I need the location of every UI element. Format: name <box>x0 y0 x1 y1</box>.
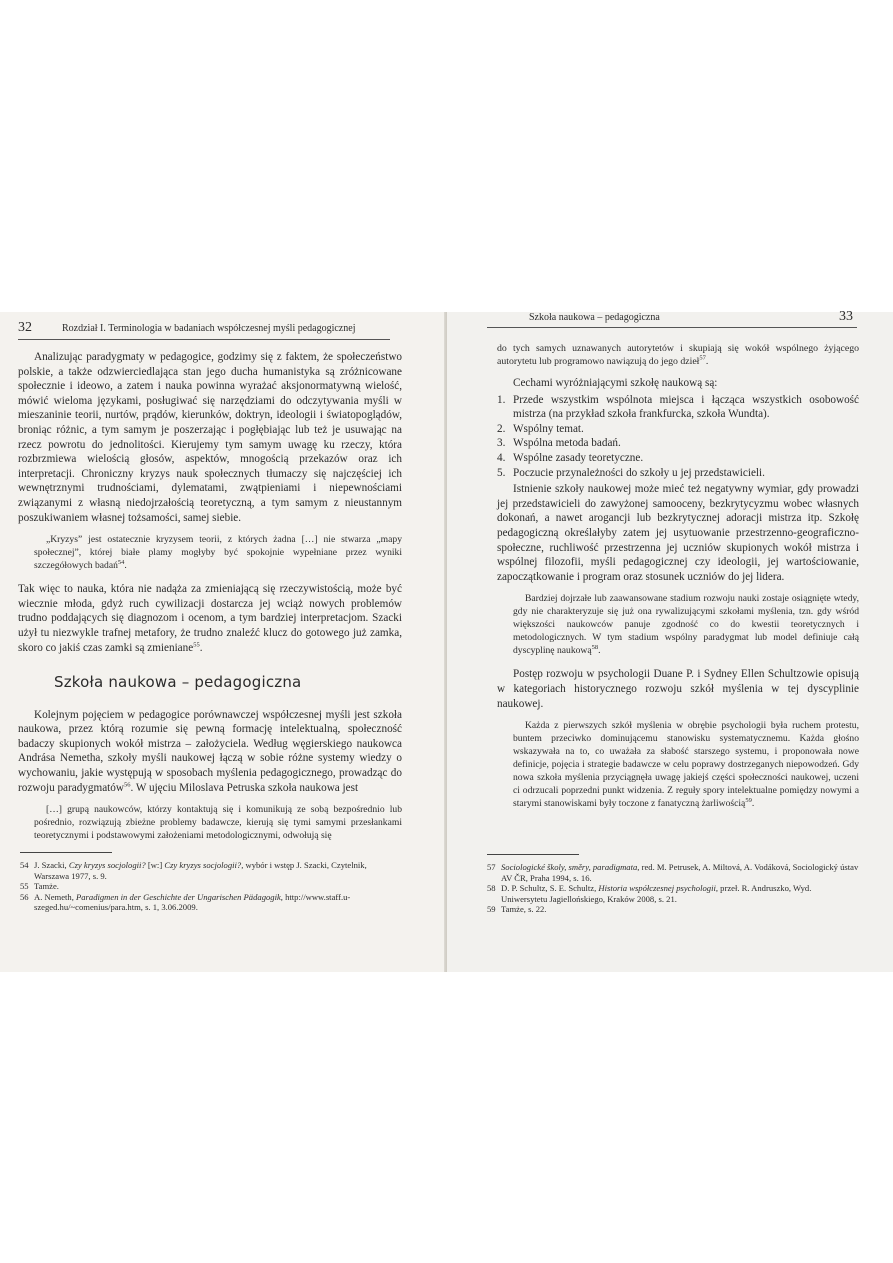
footnote <box>20 892 402 913</box>
footnote-text: , przeł. R. Andruszko, Wyd. Uniwersytetu Jagiellońskiego, Kraków 2008, s. 21. <box>501 883 812 904</box>
block-quote: Każda z pierwszych szkół myślenia w obrębie psychologii była ruchem protestu, buntem przeciwko dominującemu stanowisku systematycznemu. Każda głośno wskazywała na to, co uważała za słabość starszego systemu, i proponowała nowe definicje, pojęcia i strategie badawcze w celu poprawy dostrzeganych niepowodzeń. Gdy nowa szkoła myślenia przyciągnęła uwagę jakiejś części społeczności naukowej, uczeni ci odrzucali poprzedni punkt widzenia. Z reguły spory intelektualne pomiędzy nowymi a starymi stanowiskami były toczone z fanatyczną żarliwością$^{59}$. <box>513 720 859 810</box>
footnote-ref: 57 <box>699 354 706 362</box>
features-list <box>497 393 859 481</box>
footnote-text: D. P. Schultz, S. E. Schultz, <box>501 883 599 894</box>
footnote-rule-left <box>20 852 112 853</box>
list-item <box>497 436 859 451</box>
footnote-ref: 59 <box>745 796 752 804</box>
list-item <box>497 466 859 481</box>
quote-text: […] grupą naukowców, którzy kontaktują się i komunikują ze sobą bezpośrednio lub pośrednio, rozwiązują zbieżne problemy badawcze, kierują się tymi samymi przesłankami teoretycznymi i podstawowymi założeniami metodologicznymi, odwołują się <box>34 804 402 842</box>
paragraph: Analizując paradygmaty w pedagogice, godzimy się z faktem, że społeczeństwo polskie, a także odzwierciedlająca stan jego ducha humanistyka są zróżnicowane społecznie i ideowo, a zatem i nauka powinna wyrażać aksjonormatywną wielość, mówić wieloma językami, posługiwać się narzędziami do odczytywania myśli w mieszaninie teorii, nurtów, prądów, kierunków, doktryn, ideologii i światopoglądów, broniąc różnic, a tym samym je poszerzając i pogłębiając lub też je usuwając na rzecz powrotu do jednolitości. Kierujemy tym samym uwagę ku rzeczy, która rozbrzmiewa wielością głosów, aspektów, mnogością przekazów oraz ich interpretacji. Chroniczny kryzys nauk społecznych tłumaczy się najczęściej ich wewnętrznymi trudnościami, dylematami, zwątpieniami i niepewnościami związanymi z własną niedojrzałością teoretyczną, a tym samym z nieustannym poszukiwaniem własnej tożsamości, samej siebie. <box>18 351 402 524</box>
right-page <box>447 309 893 972</box>
footnote-number: 54 <box>20 860 29 870</box>
footnote-number: 59 <box>487 904 496 915</box>
left-body-text: Analizując paradygmaty w pedagogice, godzimy się z faktem, że społeczeństwo polskie, a także odzwierciedlająca stan jego ducha humanistyka są zróżnicowane społecznie i ideowo, a zatem i nauka powinna wyrażać aksjonormatywną wielość, mówić wieloma językami, posługiwać się narzędziami do odczytywania myśli w mieszaninie teorii, nurtów, prądów, kierunków, doktryn, ideologii i światopoglądów, broniąc różnic, a tym samym je poszerzając i pogłębiając lub też je usuwając na rzecz powrotu do jednolitości. Kierujemy tym samym uwagę ku rzeczy, która rozbrzmiewa wielością głosów, aspektów, mnogością przekazów oraz ich interpretacji. Chroniczny kryzys nauk społecznych tłumaczy się najczęściej ich wewnętrznymi trudnościami, dylematami, zwątpieniami i niepewnościami związanymi z własną niedojrzałością teoretyczną, a tym samym z nieustannym poszukiwaniem własnej tożsamości, samej siebie. „Kryzys” jest ostatecznie kryzysem teorii, z których żadna […] nie stwarza „mapy społecznej”, której białe plamy mogłyby być spokojnie wypełniane przez wyniki szczegółowych badań$^{54}$. Tak więc to nauka, która nie nadąża za zmieniającą się rzeczywistością, może być wiecznie młoda, gdyż ruch cywilizacji dostarcza jej wciąż nowych problemów trudno poddających się diagnozom i ocenom, a tym bardziej interpretacjom. Szacki użył tu niezwykle trafnej metafory, że trudno znaleźć klucz do gotowego już zamka, skoro co jakiś czas zamki są zmieniane$^{55}$. Szkoła naukowa – pedagogiczna Kolejnym pojęciem w pedagogice porównawczej współczesnej myśli jest szkoła naukowa, przez którą rozumie się pewną formację intelektualną, społeczność badaczy skupionych wokół mistrza – założyciela. Według węgierskiego naukowca Andrása Nemetha, szkoły myśli naukowej łączą w sobie różne systemy wiedzy o wychowaniu, jakie występują w sposobach myślenia pedagogicznego, prowadząc do rozwoju paradygmatów$^{56}$. W ujęciu Miloslava Petruska szkoła naukowa jest […] grupą naukowców, którzy kontaktują się i komunikują ze sobą bezpośrednio lub pośrednio, rozwiązują zbieżne problemy badawcze, kierują się tymi samymi przesłankami teoretycznymi i podstawowymi założeniami metodologicznymi, odwołują się <box>18 351 402 842</box>
list-item <box>497 451 859 466</box>
footnote-text: , red. M. Petrusek, A. Miltová, A. Vodáková, Sociologický ústav AV ČR, Praha 1994, s. 16. <box>501 862 859 883</box>
footnote-title: Czy kryzys socjologii? <box>164 860 242 870</box>
header-rule-right <box>487 327 857 328</box>
footnote <box>20 860 402 881</box>
quote-text: do tych samych uznawanych autorytetów i skupiają się wokół wspólnego żyjącego autorytetu lub programowo nawiązują do jego dzieł <box>497 343 859 367</box>
footnote-text: Tamże, s. 22. <box>501 904 547 915</box>
quote-text: „Kryzys” jest ostatecznie kryzysem teorii, z których żadna […] nie stwarza „mapy społecznej”, której białe plamy mogłyby być spokojnie wypełniane przez wyniki szczegółowych badań <box>34 534 402 572</box>
list-number: 3. <box>497 437 506 450</box>
footnote-title: Sociologické školy, směry, paradigmata <box>501 862 638 872</box>
footnote-ref: 58 <box>591 644 599 652</box>
page-number-left: 32 <box>18 320 32 335</box>
footnote-text: , wybór i wstęp J. Szacki, Czytelnik, Warszawa 1977, s. 9. <box>34 860 367 881</box>
footnote-number: 57 <box>487 862 496 872</box>
footnote-title: Historia współczesnej psychologii <box>598 883 716 894</box>
page-number-right: 33 <box>839 309 853 324</box>
footnote <box>20 881 402 892</box>
footnote-ref: 54 <box>117 558 125 566</box>
footnotes-right <box>487 862 859 915</box>
footnote <box>487 883 859 904</box>
block-quote-continued: do tych samych uznawanych autorytetów i skupiają się wokół wspólnego żyjącego autorytetu lub programowo nawiązują do jego dzieł$^{57}$. <box>497 343 859 367</box>
footnote-text: , http://www.staff.u-szeged.hu/~comenius/para.htm, s. 1, 3.06.2009. <box>34 891 351 913</box>
list-text: Wspólna metoda badań. <box>513 437 621 450</box>
list-item <box>497 422 859 437</box>
list-text: Wspólny temat. <box>513 422 584 435</box>
paragraph: Postęp rozwoju w psychologii Duane P. i Sydney Ellen Schultzowie opisują w kategoriach historycznego rozwoju szkół myślenia w tej dyscyplinie naukowej. <box>497 668 859 710</box>
footnote <box>487 904 859 915</box>
footnote-rule-right <box>487 854 579 855</box>
paragraph-tail: . W ujęciu Miloslava Petruska szkoła naukowa jest <box>130 781 359 794</box>
footnote-text: Tamże. <box>34 881 59 892</box>
running-head-left: Rozdział I. Terminologia w badaniach współczesnej myśli pedagogicznej <box>62 323 356 334</box>
footnote-text: [w:] <box>145 860 165 870</box>
section-heading: Szkoła naukowa – pedagogiczna <box>54 673 302 692</box>
paragraph: Kolejnym pojęciem w pedagogice porównawczej współczesnej myśli jest szkoła naukowa, przez którą rozumie się pewną formację intelektualną, społeczność badaczy skupionych wokół mistrza – założyciela. Według węgierskiego naukowca Andrása Nemetha, szkoły myśli naukowej łączą w sobie różne systemy wiedzy o wychowaniu, jakie występują w sposobach myślenia pedagogicznego, prowadząc do rozwoju paradygmatów <box>18 708 402 794</box>
header-rule-left <box>18 339 390 340</box>
footnote <box>487 862 859 883</box>
block-quote <box>34 803 402 842</box>
footnote-number: 55 <box>20 881 29 892</box>
footnote-ref: 55 <box>193 640 200 648</box>
footnote-text: J. Szacki, <box>34 860 69 870</box>
running-head-right: Szkoła naukowa – pedagogiczna <box>529 312 660 323</box>
footnotes-left <box>20 860 402 913</box>
footnote-ref: 56 <box>123 780 131 788</box>
list-number: 1. <box>497 393 506 406</box>
quote-text: Każda z pierwszych szkół myślenia w obrębie psychologii była ruchem protestu, buntem przeciwko dominującemu stanowisku systematycznemu. Każda głośno wskazywała na to, co uważała za słabość starszego systemu, i proponowała nowe definicje, pojęcia i strategie badawcze w celu poprawy dostrzeganych niepowodzeń. Gdy nowa szkoła myślenia przyciągnęła uwagę jakiejś części społeczności naukowej, uczeni ci odrzucali poprzedni punkt widzenia. Z reguły spory intelektualne pomiędzy nowymi a starymi stanowiskami były toczone z fanatyczną żarliwością <box>513 720 859 810</box>
list-number: 4. <box>497 451 506 464</box>
list-text: Poczucie przynależności do szkoły u jej przedstawicieli. <box>513 466 765 479</box>
left-page <box>0 312 446 972</box>
right-body-text <box>497 342 859 820</box>
list-intro: Cechami wyróżniającymi szkołę naukową są: <box>513 377 718 389</box>
list-number: 5. <box>497 466 506 479</box>
paragraph: Tak więc to nauka, która nie nadąża za zmieniającą się rzeczywistością, może być wiecznie młoda, gdyż ruch cywilizacji dostarcza jej wciąż nowych problemów trudno poddających się diagnozom i ocenom, a tym bardziej interpretacjom. Szacki użył tu niezwykle trafnej metafory, że trudno znaleźć klucz do gotowego już zamka, skoro co jakiś czas zamki są zmieniane <box>18 583 402 654</box>
list-text: Wspólne zasady teoretyczne. <box>513 451 644 464</box>
list-item <box>497 393 859 422</box>
paragraph: Istnienie szkoły naukowej może mieć też negatywny wymiar, gdy prowadzi jej przedstawicieli do zawyżonej samooceny, bezkrytycyzmu wobec własnych dokonań, a nawet arogancji lub bezkrytycznej adoracji mistrza itp. Szkołę pedagogiczną określałyby zatem jej usytuowanie przestrzenno-geograficzno-społeczne, ruchliwość przestrzenna jej uczniów skupionych wokół mistrza i wspólnej filozofii, myśli pedagogicznej czy ideologii, jej wartościowanie, zapoczątkowanie i program oraz stosunek uczniów do jej lidera. <box>497 483 859 583</box>
footnote-text: A. Nemeth, <box>34 891 77 902</box>
footnote-title: Czy kryzys socjologii? <box>68 860 146 870</box>
footnote-number: 56 <box>20 891 29 902</box>
quote-text: Bardziej dojrzałe lub zaawansowane stadium rozwoju nauki zostaje osiągnięte wtedy, gdy nie charakteryzuje się już ona rywalizującymi szkołami myślenia, tzn. gdy wśród większości naukowców panuje zgodność co do kwestii teoretycznych i metodologicznych. W tym stadium wspólny paradygmat lub model definiuje całą dyscyplinę naukową <box>513 593 859 657</box>
footnote-title: Paradigmen in der Geschichte der Ungarischen Pädagogik <box>76 891 281 902</box>
list-text: Przede wszystkim wspólnota miejsca i łącząca wszystkich osobowość mistrza (na przykład szkoła frankfurcka, szkoła Wundta). <box>513 393 859 421</box>
list-number: 2. <box>497 422 506 435</box>
footnote-number: 58 <box>487 883 496 894</box>
block-quote: Bardziej dojrzałe lub zaawansowane stadium rozwoju nauki zostaje osiągnięte wtedy, gdy nie charakteryzuje się już ona rywalizującymi szkołami myślenia, tzn. gdy wśród większości naukowców panuje zgodność co do kwestii teoretycznych i metodologicznych. W tym stadium wspólny paradygmat lub model definiuje całą dyscyplinę naukową$^{58}$. <box>513 593 859 657</box>
block-quote: „Kryzys” jest ostatecznie kryzysem teorii, z których żadna […] nie stwarza „mapy społecznej”, której białe plamy mogłyby być spokojnie wypełniane przez wyniki szczegółowych badań$^{54}$. <box>34 534 402 572</box>
